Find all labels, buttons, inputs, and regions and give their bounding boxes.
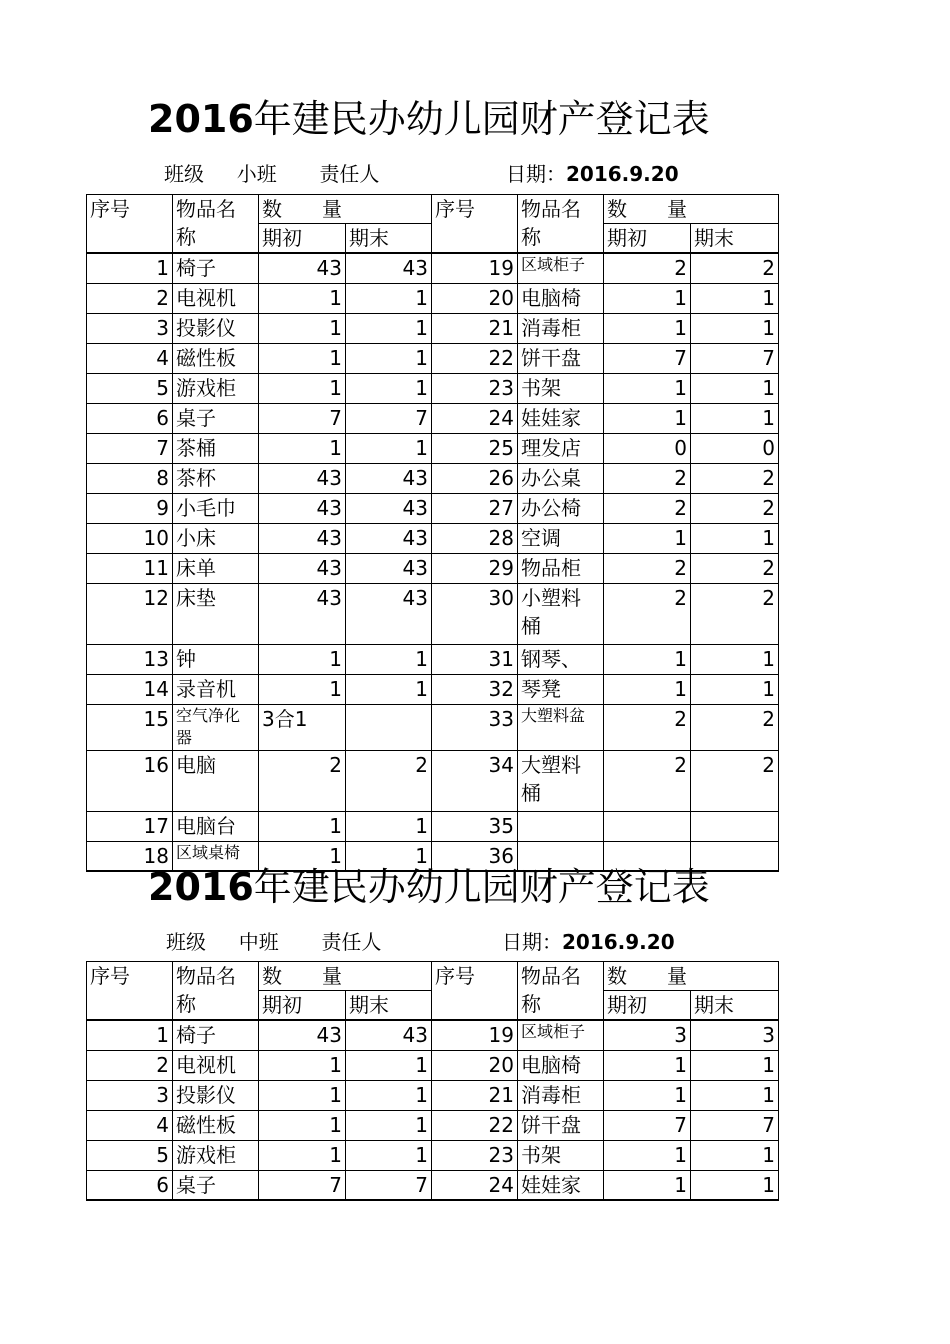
row-qty-end: 1 [691,373,779,403]
row-item-name: 大塑料盆 [518,704,604,750]
row-qty-end: 2 [346,750,432,811]
row-seq: 21 [432,1080,518,1110]
sheet1-register-table [86,194,779,872]
sheet2-title [148,864,710,910]
row-item-name: 电视机 [173,283,259,313]
row-item-name: 饼干盘 [518,343,604,373]
row-seq: 17 [87,811,173,841]
header-start: 期初 [259,224,346,254]
row-qty-start: 1 [604,403,691,433]
row-item-name: 椅子 [173,1020,259,1050]
row-qty-end: 7 [691,1110,779,1140]
row-qty-start [604,811,691,841]
sheet1-owner-label: 责任人 [319,162,380,186]
sheet1-class-label: 班级 [164,162,204,186]
row-qty-start: 1 [259,343,346,373]
sheet2-owner-label: 责任人 [321,930,382,954]
row-item-name: 游戏柜 [173,373,259,403]
row-qty-end: 43 [346,253,432,283]
row-item-name: 办公椅 [518,493,604,523]
row-qty-end: 1 [346,343,432,373]
row-qty-start: 1 [259,1080,346,1110]
row-qty-start: 2 [604,493,691,523]
row-qty-start: 1 [259,644,346,674]
row-qty-start: 2 [604,463,691,493]
row-seq: 19 [432,253,518,283]
row-qty-end: 2 [691,583,779,644]
row-seq: 20 [432,283,518,313]
table-row [87,283,779,313]
row-qty-end: 1 [691,313,779,343]
header-quantity: 数 量 [259,195,432,224]
row-item-name: 磁性板 [173,343,259,373]
row-qty-start: 1 [259,1140,346,1170]
table-row [87,1140,779,1170]
row-qty-end: 2 [691,253,779,283]
row-seq: 28 [432,523,518,553]
row-qty-start: 43 [259,463,346,493]
row-qty-end: 1 [691,674,779,704]
row-qty-start: 3合1 [259,704,346,750]
row-item-name: 电脑台 [173,811,259,841]
row-qty-start: 3 [604,1020,691,1050]
sheet1-class-value: 小班 [236,162,277,186]
row-seq: 10 [87,523,173,553]
header-start: 期初 [259,991,346,1021]
row-qty-start: 2 [259,750,346,811]
row-qty-end: 43 [346,523,432,553]
sheet2-title-text: 年建民办幼儿园财产登记表 [253,865,710,909]
row-qty-end: 1 [346,1080,432,1110]
row-qty-end: 1 [346,373,432,403]
row-seq: 20 [432,1050,518,1080]
row-qty-end: 1 [346,644,432,674]
row-qty-start: 1 [259,811,346,841]
row-item-name: 书架 [518,373,604,403]
row-qty-end: 1 [346,313,432,343]
row-item-name: 桌子 [173,403,259,433]
row-qty-start: 1 [604,523,691,553]
table-row [87,1050,779,1080]
row-qty-end: 43 [346,493,432,523]
row-qty-start: 1 [604,644,691,674]
row-item-name: 电视机 [173,1050,259,1080]
row-qty-end: 7 [691,343,779,373]
row-item-name: 钟 [173,644,259,674]
row-item-name: 小毛巾 [173,493,259,523]
row-qty-end: 1 [691,283,779,313]
row-qty-start: 0 [604,433,691,463]
row-qty-start: 1 [604,674,691,704]
sheet2-class-label: 班级 [166,930,206,954]
table-row [87,1020,779,1050]
row-qty-start: 2 [604,583,691,644]
row-qty-start: 1 [259,313,346,343]
row-seq: 27 [432,493,518,523]
header-end: 期末 [691,224,779,254]
header-seq: 序号 [432,195,518,254]
row-qty-end: 7 [346,1170,432,1200]
header-seq: 序号 [87,195,173,254]
row-qty-start: 1 [259,283,346,313]
row-seq: 23 [432,1140,518,1170]
row-qty-end: 1 [691,1050,779,1080]
header-end: 期末 [346,224,432,254]
row-qty-end: 1 [346,433,432,463]
row-qty-end: 0 [691,433,779,463]
sheet2-date-label: 日期： [502,930,562,954]
row-item-name: 娃娃家 [518,403,604,433]
row-seq: 3 [87,1080,173,1110]
row-seq: 12 [87,583,173,644]
row-seq: 3 [87,313,173,343]
table-row [87,553,779,583]
table-row [87,433,779,463]
row-seq: 26 [432,463,518,493]
header-quantity: 数 量 [604,195,779,224]
row-qty-end: 1 [346,811,432,841]
row-qty-end: 1 [346,1110,432,1140]
row-seq: 21 [432,313,518,343]
row-item-name: 茶桶 [173,433,259,463]
row-qty-start: 1 [604,373,691,403]
table-row [87,373,779,403]
header-end: 期末 [691,991,779,1021]
row-item-name: 区域柜子 [518,1020,604,1050]
row-qty-start: 43 [259,523,346,553]
row-seq: 31 [432,644,518,674]
row-seq: 19 [432,1020,518,1050]
row-qty-start: 2 [604,253,691,283]
row-seq: 23 [432,373,518,403]
row-qty-start: 7 [604,1110,691,1140]
sheet1-date-label: 日期： [506,162,566,186]
header-row [87,195,779,224]
sheet1-title [148,96,710,142]
row-seq: 5 [87,373,173,403]
row-qty-end: 1 [346,1050,432,1080]
row-qty-end: 1 [691,1080,779,1110]
table-row [87,463,779,493]
row-item-name: 磁性板 [173,1110,259,1140]
sheet1-title-year: 2016 [148,97,254,141]
row-item-name: 床垫 [173,583,259,644]
row-item-name: 投影仪 [173,1080,259,1110]
row-qty-end: 1 [346,841,432,871]
table-row [87,493,779,523]
sheet2-date [502,929,675,955]
row-qty-end: 1 [691,523,779,553]
row-qty-end: 43 [346,583,432,644]
table-row [87,1080,779,1110]
row-qty-end: 1 [691,403,779,433]
row-qty-end: 2 [691,704,779,750]
row-item-name: 空气净化器 [173,704,259,750]
row-qty-start: 1 [604,313,691,343]
sheet1-title-text: 年建民办幼儿园财产登记表 [253,97,710,141]
row-seq: 1 [87,253,173,283]
row-seq: 32 [432,674,518,704]
row-qty-start: 1 [604,1140,691,1170]
row-qty-start: 1 [604,1050,691,1080]
row-qty-end: 2 [691,750,779,811]
row-qty-start: 43 [259,493,346,523]
sheet1-class-info [164,161,379,187]
row-item-name: 办公桌 [518,463,604,493]
row-seq: 7 [87,433,173,463]
row-seq: 2 [87,1050,173,1080]
row-seq: 8 [87,463,173,493]
row-item-name: 消毒柜 [518,1080,604,1110]
row-item-name: 区域柜子 [518,253,604,283]
header-item-name: 物品名称 [518,195,604,254]
row-seq: 14 [87,674,173,704]
table-row [87,674,779,704]
row-qty-end: 1 [346,283,432,313]
row-item-name: 床单 [173,553,259,583]
row-qty-end: 1 [691,644,779,674]
header-seq: 序号 [432,962,518,1021]
sheet1-date-value: 2016.9.20 [566,162,679,186]
header-start: 期初 [604,224,691,254]
row-seq: 4 [87,1110,173,1140]
row-qty-start: 1 [259,674,346,704]
row-item-name: 电脑 [173,750,259,811]
row-qty-start: 1 [604,1170,691,1200]
row-qty-start: 43 [259,553,346,583]
table-row [87,644,779,674]
row-item-name: 电脑椅 [518,1050,604,1080]
row-seq: 18 [87,841,173,871]
row-qty-end: 43 [346,553,432,583]
row-qty-end: 1 [691,1140,779,1170]
row-qty-end: 43 [346,463,432,493]
table-row [87,1110,779,1140]
row-qty-start: 43 [259,583,346,644]
row-item-name [518,811,604,841]
row-seq: 35 [432,811,518,841]
row-qty-end [691,811,779,841]
row-seq: 13 [87,644,173,674]
row-item-name: 消毒柜 [518,313,604,343]
row-qty-end: 2 [691,463,779,493]
row-qty-start: 1 [259,841,346,871]
row-qty-start: 2 [604,704,691,750]
row-qty-end: 2 [691,553,779,583]
row-qty-end [346,704,432,750]
sheet2-register-table [86,961,779,1201]
row-seq: 6 [87,1170,173,1200]
row-qty-start: 1 [259,1050,346,1080]
row-seq: 36 [432,841,518,871]
row-seq: 11 [87,553,173,583]
sheet1-date [506,161,679,187]
table-row [87,253,779,283]
row-qty-start: 1 [259,433,346,463]
table-row [87,343,779,373]
row-item-name: 物品柜 [518,553,604,583]
row-item-name: 投影仪 [173,313,259,343]
row-seq: 29 [432,553,518,583]
table-row [87,313,779,343]
row-item-name: 区域桌椅 [173,841,259,871]
sheet2-class-info [166,929,381,955]
row-seq: 33 [432,704,518,750]
table-row [87,750,779,811]
header-quantity: 数 量 [604,962,779,991]
row-seq: 24 [432,403,518,433]
row-item-name: 娃娃家 [518,1170,604,1200]
row-seq: 5 [87,1140,173,1170]
row-item-name: 游戏柜 [173,1140,259,1170]
header-item-name: 物品名称 [173,195,259,254]
table-row [87,704,779,750]
row-item-name: 电脑椅 [518,283,604,313]
row-qty-start: 43 [259,253,346,283]
header-item-name: 物品名称 [173,962,259,1021]
row-qty-start: 2 [604,750,691,811]
row-qty-end: 2 [691,493,779,523]
row-seq: 16 [87,750,173,811]
header-item-name: 物品名称 [518,962,604,1021]
row-item-name: 饼干盘 [518,1110,604,1140]
row-qty-start: 1 [259,1110,346,1140]
row-qty-end: 7 [346,403,432,433]
header-start: 期初 [604,991,691,1021]
row-seq: 34 [432,750,518,811]
row-item-name: 大塑料桶 [518,750,604,811]
row-item-name: 小床 [173,523,259,553]
row-item-name: 桌子 [173,1170,259,1200]
row-seq: 30 [432,583,518,644]
row-qty-end: 1 [691,1170,779,1200]
row-qty-start: 1 [604,283,691,313]
row-item-name: 钢琴、 [518,644,604,674]
row-qty-end: 3 [691,1020,779,1050]
row-item-name: 录音机 [173,674,259,704]
sheet2-class-value: 中班 [238,930,279,954]
row-seq: 1 [87,1020,173,1050]
row-qty-start: 43 [259,1020,346,1050]
sheet2-title-year: 2016 [148,865,254,909]
row-seq: 9 [87,493,173,523]
header-end: 期末 [346,991,432,1021]
row-item-name: 茶杯 [173,463,259,493]
row-qty-start: 1 [604,1080,691,1110]
row-seq: 6 [87,403,173,433]
table-row [87,1170,779,1200]
row-qty-start: 7 [259,1170,346,1200]
row-item-name: 书架 [518,1140,604,1170]
header-seq: 序号 [87,962,173,1021]
row-qty-end: 1 [346,674,432,704]
header-row [87,962,779,991]
row-seq: 25 [432,433,518,463]
table-row [87,583,779,644]
row-item-name: 琴凳 [518,674,604,704]
table-row [87,523,779,553]
row-seq: 24 [432,1170,518,1200]
row-item-name: 椅子 [173,253,259,283]
row-seq: 15 [87,704,173,750]
row-seq: 2 [87,283,173,313]
row-qty-start: 7 [604,343,691,373]
row-qty-start: 1 [259,373,346,403]
header-quantity: 数 量 [259,962,432,991]
row-seq: 22 [432,343,518,373]
table-row [87,811,779,841]
row-qty-end: 1 [346,1140,432,1170]
row-item-name: 理发店 [518,433,604,463]
row-item-name: 空调 [518,523,604,553]
sheet2-date-value: 2016.9.20 [562,930,675,954]
table-row [87,403,779,433]
row-qty-start: 7 [259,403,346,433]
row-seq: 22 [432,1110,518,1140]
row-qty-start: 2 [604,553,691,583]
row-item-name: 小塑料桶 [518,583,604,644]
row-qty-end: 43 [346,1020,432,1050]
row-seq: 4 [87,343,173,373]
